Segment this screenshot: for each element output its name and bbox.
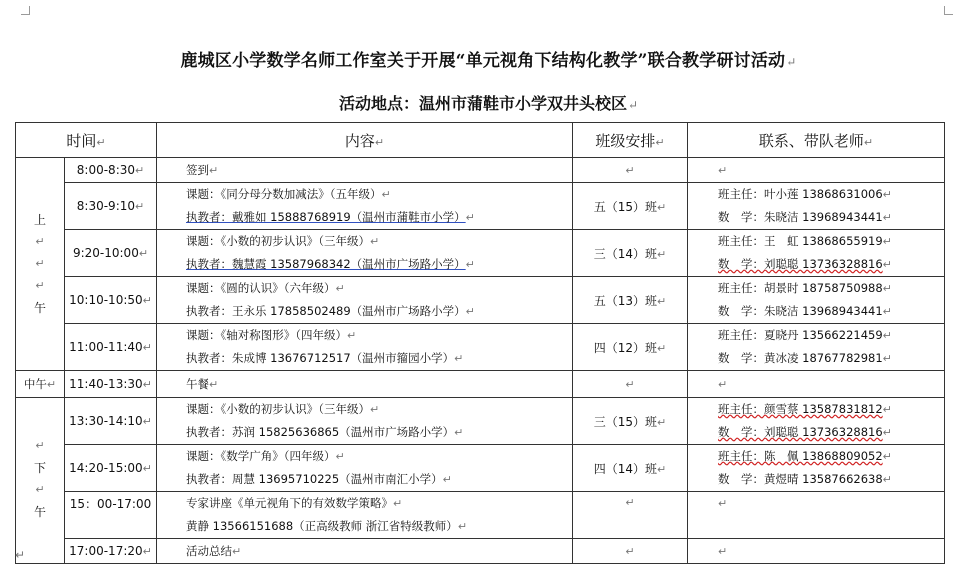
period-afternoon-char-1: 下: [33, 461, 46, 475]
time-cell: 17:00-17:20↵: [65, 539, 157, 564]
class-cell: ↵: [573, 158, 688, 183]
lesson-topic: 课题：《小数的初步认识》（三年级）: [186, 402, 371, 416]
table-row: [16, 324, 945, 371]
lecture-title: 专家讲座《单元视角下的有效数学策略》: [186, 496, 394, 510]
table-row: [16, 371, 945, 398]
time-cell: 11:00-11:40↵: [65, 324, 157, 371]
homeroom-teacher: 班主任：陈 佩 13868809052: [718, 449, 883, 463]
content-cell: 课题：《小数的初步认识》（三年级）↵ 执教者：苏润 15825636865（温州市广场路小学）↵: [157, 398, 573, 445]
contact-cell: 班主任：颜雪蔡 13587831812↵ 数 学：刘聪聪 13736328816↵: [688, 398, 945, 445]
lesson-topic: 课题：《小数的初步认识》（三年级）: [186, 234, 371, 248]
document-title-text: 鹿城区小学数学名师工作室关于开展“单元视角下结构化教学”联合教学研讨活动: [180, 51, 786, 71]
contact-cell: 班主任：胡景时 18758750988↵ 数 学：朱晓洁 13968943441↵: [688, 277, 945, 324]
class-cell: 三（15）班↵: [573, 398, 688, 445]
lesson-topic: 课题：《轴对称图形》（四年级）: [186, 328, 348, 342]
math-teacher: 数 学：朱晓洁 13968943441: [718, 304, 883, 318]
content-cell: 课题：《同分母分数加减法》（五年级）↵ 执教者：戴雅如 15888768919（温州市蒲鞋市小学）↵: [157, 183, 573, 230]
time-cell: 9:20-10:00↵: [65, 230, 157, 277]
lesson-teacher: 执教者：苏润 15825636865（温州市广场路小学）: [186, 425, 455, 439]
content-cell: 课题：《圆的认识》（六年级）↵ 执教者：王永乐 17858502489（温州市广场路小学）↵: [157, 277, 573, 324]
math-teacher: 数 学：朱晓洁 13968943441: [718, 210, 883, 224]
header-contact: 联系、带队老师↵: [688, 123, 945, 158]
table-row: [16, 398, 945, 445]
page-corner-mark-right: [944, 6, 953, 15]
time-cell: 10:10-10:50↵: [65, 277, 157, 324]
contact-cell: ↵: [688, 492, 945, 539]
content-cell: 课题：《轴对称图形》（四年级）↵ 执教者：朱成博 13676712517（温州市籀园小学）↵: [157, 324, 573, 371]
class-cell: ↵: [573, 371, 688, 398]
contact-cell: 班主任：王 虹 13868655919↵ 数 学：刘聪聪 13736328816↵: [688, 230, 945, 277]
venue-line: [0, 91, 977, 114]
contact-cell: ↵: [688, 539, 945, 564]
time-cell: 14:20-15:00↵: [65, 445, 157, 492]
homeroom-teacher: 班主任：夏晓丹 13566221459: [718, 328, 883, 342]
lesson-teacher: 执教者：戴雅如 15888768919（温州市蒲鞋市小学）: [186, 210, 466, 224]
page-corner-mark-left: [21, 6, 30, 15]
time-cell: 13:30-14:10↵: [65, 398, 157, 445]
time-cell: 11:40-13:30↵: [65, 371, 157, 398]
homeroom-teacher: 班主任：王 虹 13868655919: [718, 234, 883, 248]
class-cell: 四（14）班↵: [573, 445, 688, 492]
table-header-row: [16, 123, 945, 158]
paragraph-mark-icon: ↵: [627, 98, 639, 112]
lesson-topic: 课题：《数学广角》（四年级）: [186, 449, 336, 463]
class-cell: ↵: [573, 539, 688, 564]
class-cell: ↵: [573, 492, 688, 539]
math-teacher: 数 学：刘聪聪 13736328816: [718, 425, 883, 439]
lesson-teacher: 执教者：王永乐 17858502489（温州市广场路小学）: [186, 304, 466, 318]
table-row: [16, 230, 945, 277]
table-row: [16, 158, 945, 183]
lesson-teacher: 执教者：魏慧霞 13587968342（温州市广场路小学）: [186, 257, 466, 271]
table-row: [16, 492, 945, 539]
contact-cell: ↵: [688, 371, 945, 398]
contact-cell: 班主任：陈 佩 13868809052↵ 数 学：黄煜晴 13587662638↵: [688, 445, 945, 492]
period-morning: 上 ↵ ↵ ↵ 午: [16, 158, 65, 371]
period-morning-char-2: 午: [33, 301, 46, 315]
time-cell: 8:30-9:10↵: [65, 183, 157, 230]
document-title: [0, 46, 977, 71]
homeroom-teacher: 班主任：颜雪蔡 13587831812: [718, 402, 883, 416]
content-cell: 专家讲座《单元视角下的有效数学策略》↵ 黄静 13566151688（正高级教师 浙江省特级教师）↵: [157, 492, 573, 539]
lesson-topic: 课题：《圆的认识》（六年级）: [186, 281, 336, 295]
contact-cell: 班主任：叶小莲 13868631006↵ 数 学：朱晓洁 13968943441↵: [688, 183, 945, 230]
content-cell: 活动总结↵: [157, 539, 573, 564]
lesson-topic: 课题：《同分母分数加减法》（五年级）: [186, 187, 382, 201]
homeroom-teacher: 班主任：胡景时 18758750988: [718, 281, 883, 295]
math-teacher: 数 学：刘聪聪 13736328816: [718, 257, 883, 271]
class-cell: 五（13）班↵: [573, 277, 688, 324]
paragraph-mark-icon: ↵: [786, 55, 797, 69]
class-cell: 五（15）班↵: [573, 183, 688, 230]
lesson-teacher: 执教者：周慧 13695710225（温州市南汇小学）: [186, 472, 443, 486]
header-class: 班级安排↵: [573, 123, 688, 158]
header-content: 内容↵: [157, 123, 573, 158]
math-teacher: 数 学：黄冰凌 18767782981: [718, 351, 883, 365]
class-cell: 四（12）班↵: [573, 324, 688, 371]
content-cell: 课题：《数学广角》（四年级）↵ 执教者：周慧 13695710225（温州市南汇小学）↵: [157, 445, 573, 492]
period-afternoon: ↵ 下 ↵ 午: [16, 398, 65, 564]
class-cell: 三（14）班↵: [573, 230, 688, 277]
period-morning-char-1: 上: [33, 213, 46, 227]
math-teacher: 数 学：黄煜晴 13587662638: [718, 472, 883, 486]
period-noon: 中午↵: [16, 371, 65, 398]
venue-text: 活动地点：温州市蒲鞋市小学双井头校区: [338, 94, 627, 113]
table-row: [16, 183, 945, 230]
content-cell: 午餐↵: [157, 371, 573, 398]
paragraph-mark-icon: ↵: [15, 548, 26, 562]
table-row: [16, 539, 945, 564]
time-cell: 15：00-17:00: [65, 492, 157, 539]
schedule-table: [15, 122, 945, 564]
homeroom-teacher: 班主任：叶小莲 13868631006: [718, 187, 883, 201]
content-cell: 课题：《小数的初步认识》（三年级）↵ 执教者：魏慧霞 13587968342（温州市广场路小学）↵: [157, 230, 573, 277]
lesson-teacher: 执教者：朱成博 13676712517（温州市籀园小学）: [186, 351, 455, 365]
time-cell: 8:00-8:30↵: [65, 158, 157, 183]
lecture-speaker: 黄静 13566151688（正高级教师 浙江省特级教师）: [186, 519, 458, 533]
contact-cell: ↵: [688, 158, 945, 183]
table-row: [16, 445, 945, 492]
table-row: [16, 277, 945, 324]
period-afternoon-char-2: 午: [33, 505, 46, 519]
content-cell: 签到↵: [157, 158, 573, 183]
header-time: 时间↵: [16, 123, 157, 158]
contact-cell: 班主任：夏晓丹 13566221459↵ 数 学：黄冰凌 18767782981↵: [688, 324, 945, 371]
